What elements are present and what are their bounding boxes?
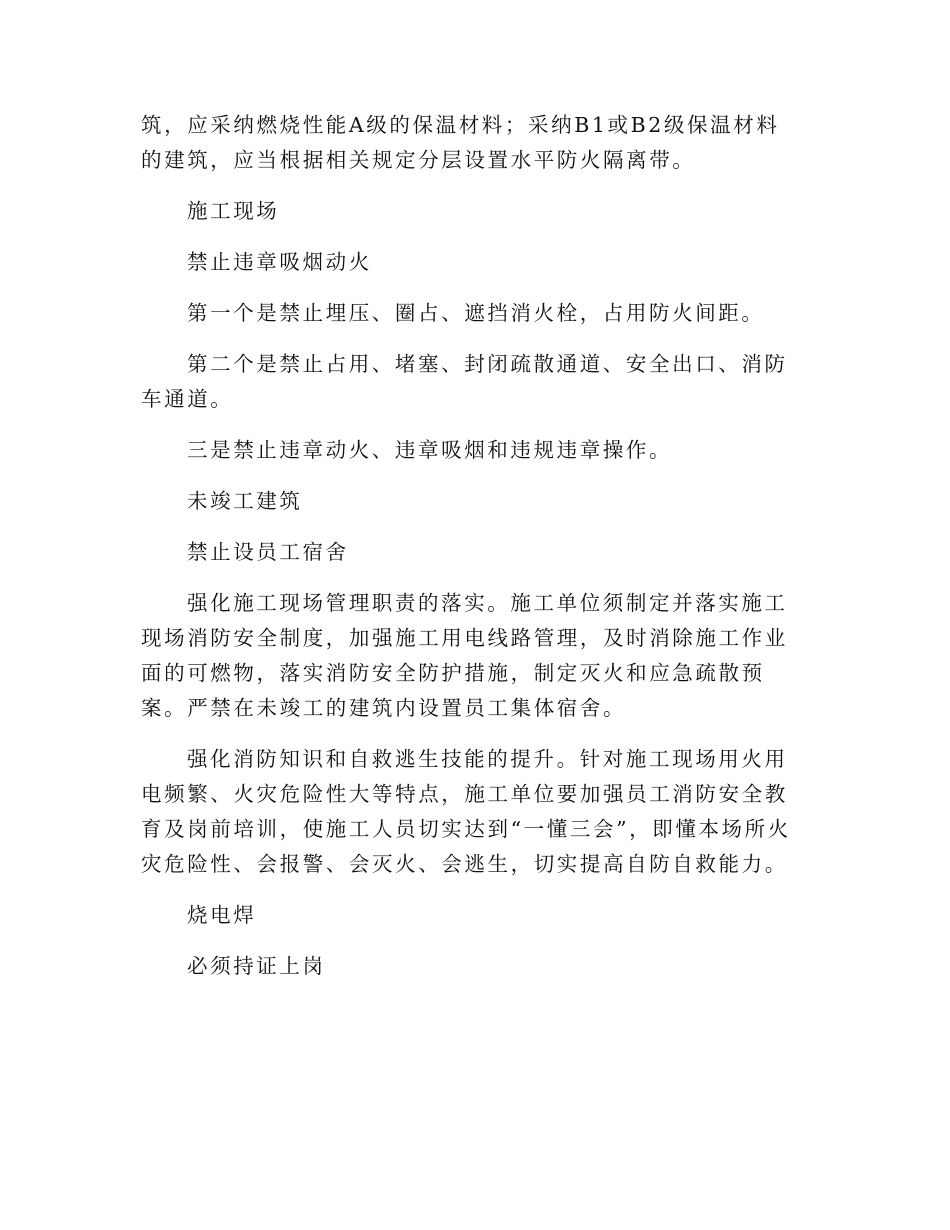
heading-welding: 烧电焊 — [187, 903, 257, 927]
paragraph-fire-knowledge: 强化消防知识和自救逃生技能的提升。针对施工现场用火用电频繁、火灾危险性大等特点，施工单位要加强员工消防安全教育及岗前培训，使施工人员切实达到“一懂三会”，即懂本场所火灾危险性、会报警、会灭火、会逃生，切实提高自防自救能力。 — [141, 747, 791, 876]
paragraph-rule-2: 第二个是禁止占用、堵塞、封闭疏散通道、安全出口、消防车通道。 — [141, 352, 788, 411]
heading-construction-site: 施工现场 — [187, 199, 280, 223]
heading-no-smoking-fire: 禁止违章吸烟动火 — [187, 250, 372, 274]
paragraph-rule-3: 三是禁止违章动火、违章吸烟和违规违章操作。 — [187, 438, 673, 462]
paragraph-insulation-continued: 筑，应采纳燃烧性能A级的保温材料；采纳B1或B2级保温材料的建筑，应当根据相关规定分层设置水平防火隔离带。 — [141, 113, 780, 172]
document-body — [141, 108, 801, 1000]
paragraph-rule-1: 第一个是禁止埋压、圈占、遮挡消火栓，占用防火间距。 — [187, 301, 765, 325]
heading-no-dormitory: 禁止设员工宿舍 — [187, 540, 349, 564]
heading-unfinished-building: 未竣工建筑 — [187, 489, 303, 513]
heading-certified-work: 必须持证上岗 — [187, 954, 326, 978]
paragraph-management-duty: 强化施工现场管理职责的落实。施工单位须制定并落实施工现场消防安全制度，加强施工用电线路管理，及时消除施工作业面的可燃物，落实消防安全防护措施，制定灭火和应急疏散预案。严禁在未竣工的建筑内设置员工集体宿舍。 — [141, 591, 788, 720]
